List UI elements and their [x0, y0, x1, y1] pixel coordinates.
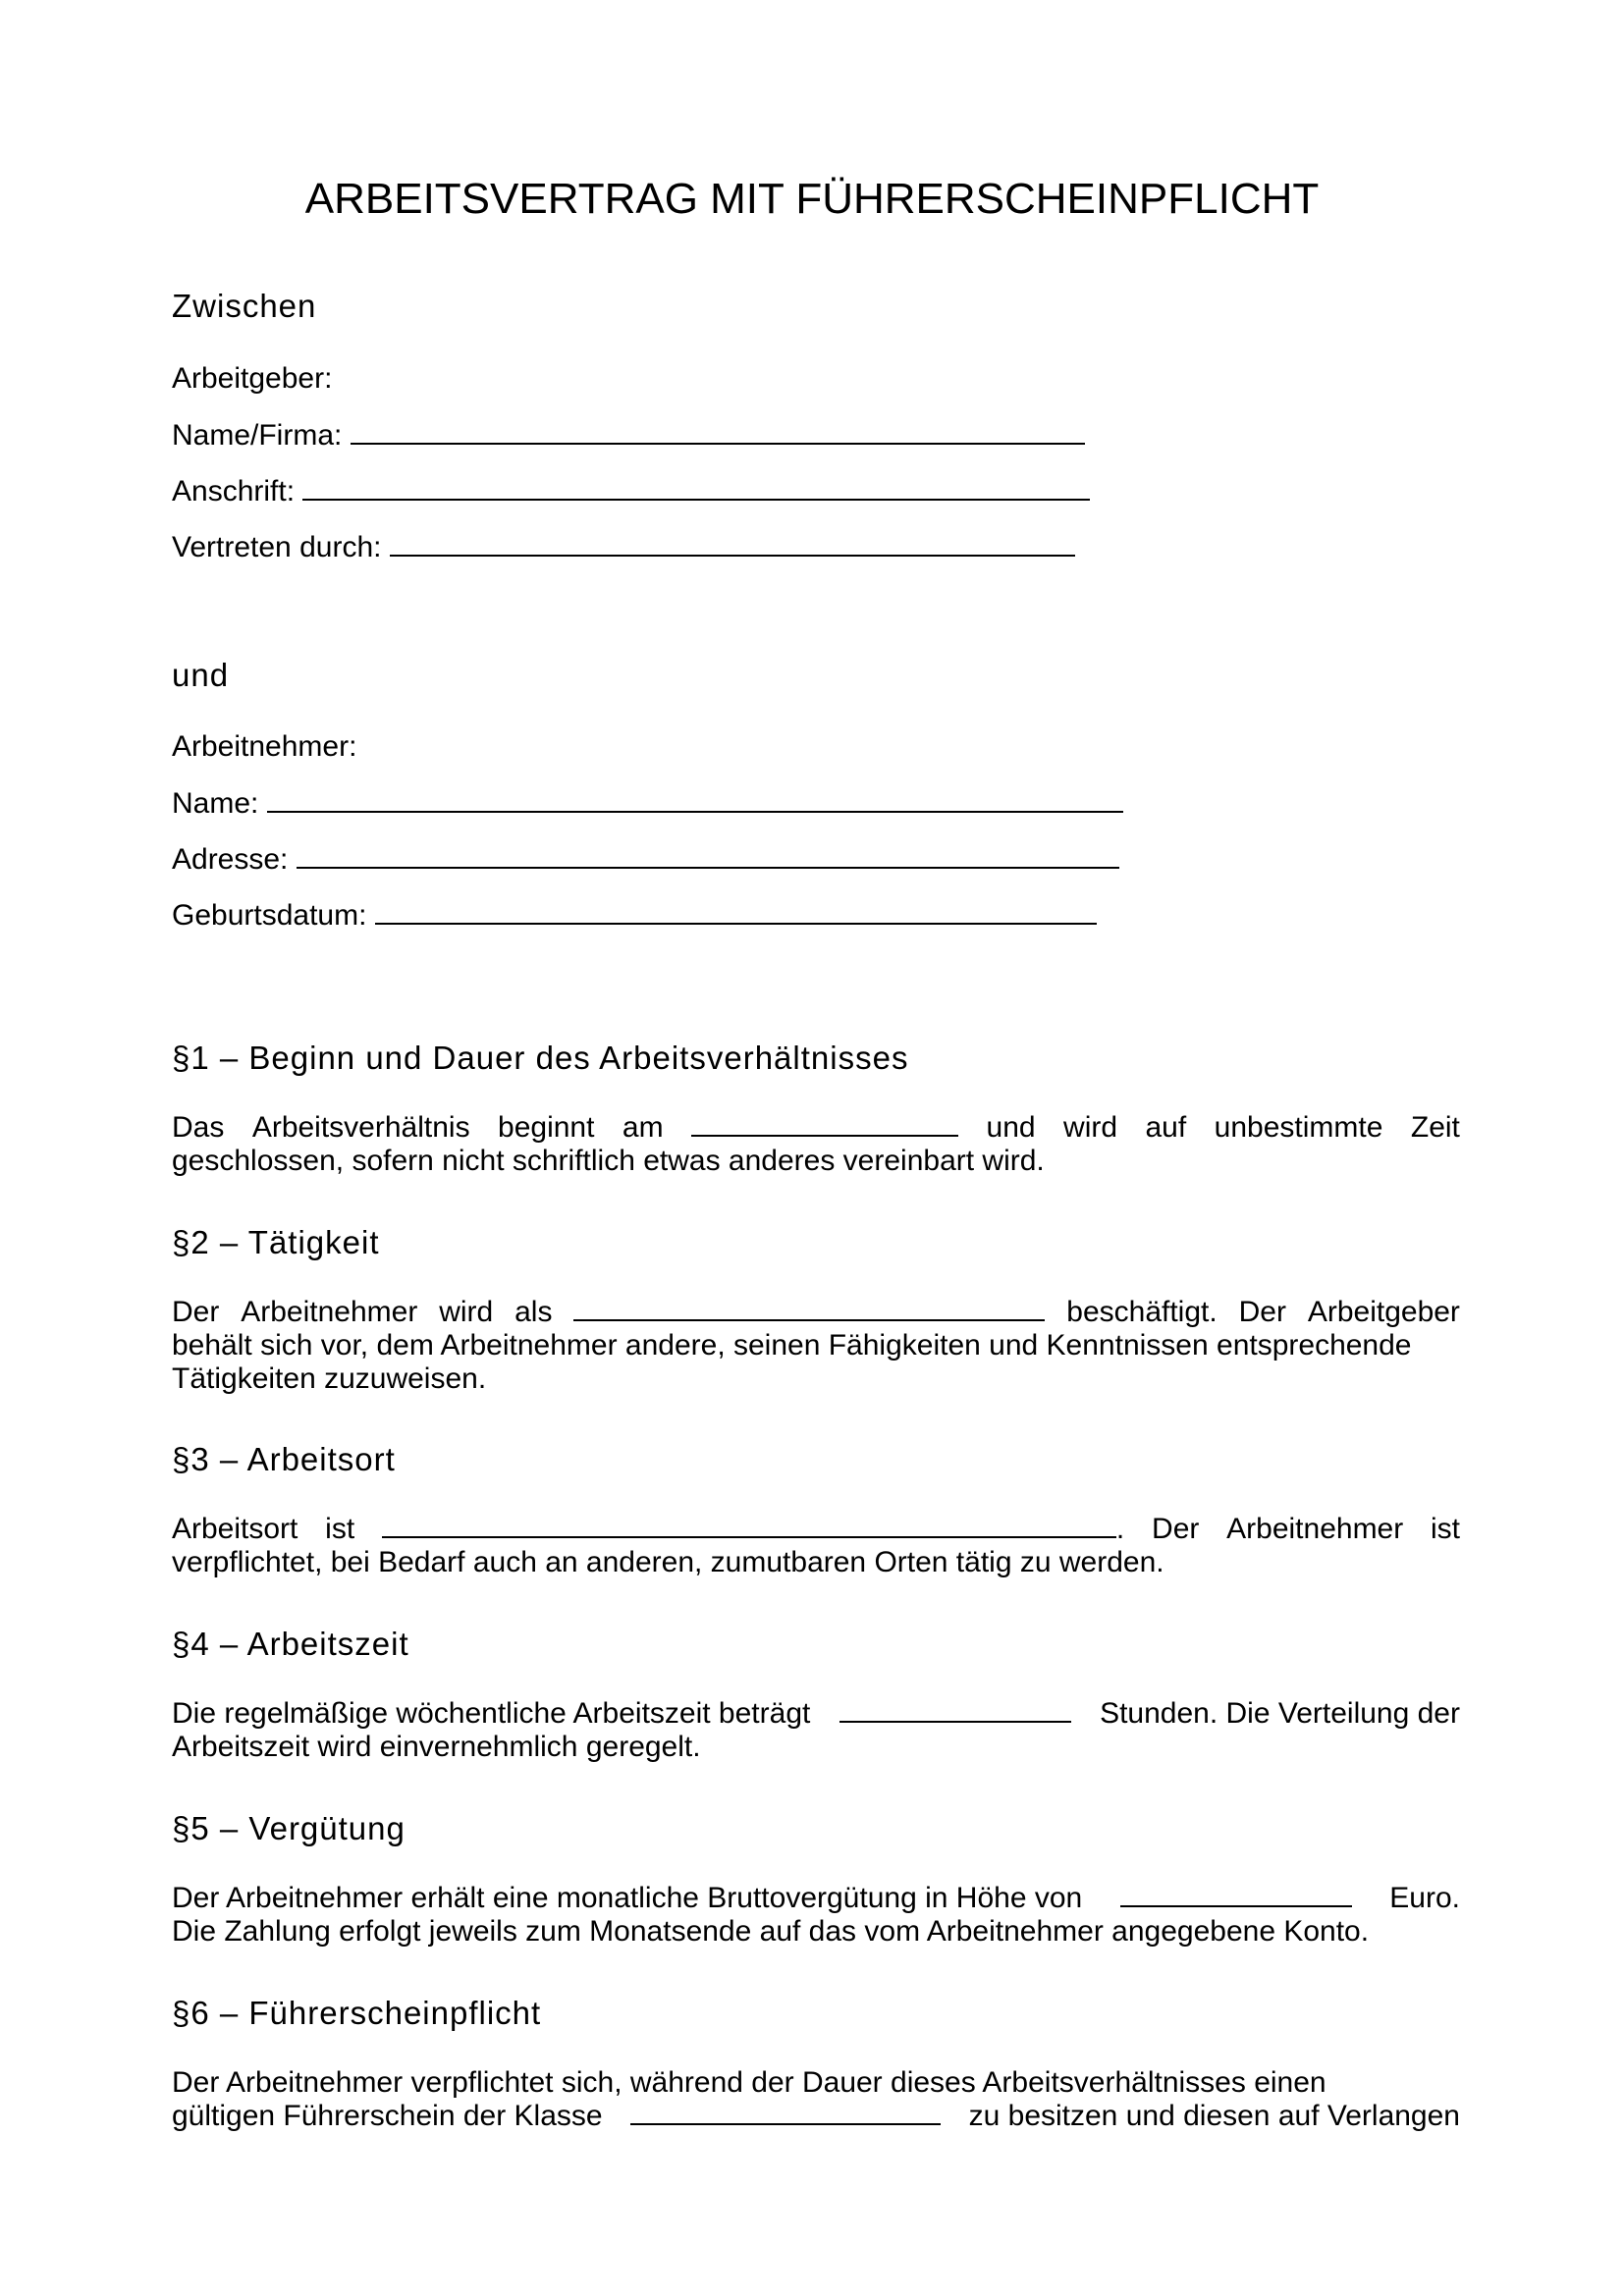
document-title: ARBEITSVERTRAG MIT FÜHRERSCHEINPFLICHT	[304, 175, 1320, 223]
section-4-text	[172, 1697, 1460, 1764]
section-4-line-1	[172, 1697, 1460, 1731]
word: beschäftigt.	[1066, 1296, 1218, 1328]
section-2-line-2	[172, 1329, 1460, 1362]
line-text: zu besitzen und diesen auf Verlangen	[968, 2100, 1460, 2132]
section-2-title: §2 – Tätigkeit	[172, 1224, 380, 1260]
section-2-line-3: Tätigkeiten zuzuweisen.	[172, 1362, 487, 1395]
section-3-title: §3 – Arbeitsort	[172, 1441, 396, 1477]
employee-name-label: Name:	[172, 787, 259, 820]
and-label: und	[172, 657, 230, 693]
section-5-text	[172, 1882, 1460, 1949]
employee-address-label: Adresse:	[172, 843, 289, 876]
section-5-title: §5 – Vergütung	[172, 1810, 406, 1846]
word: .	[1115, 1513, 1125, 1545]
workplace-field[interactable]	[382, 1513, 1116, 1538]
word: Arbeitgeber	[1307, 1296, 1460, 1328]
employee-birthdate-label: Geburtsdatum:	[172, 899, 367, 932]
word: unbestimmte	[1214, 1111, 1383, 1144]
start-date-field[interactable]	[691, 1111, 958, 1137]
employee-name-field[interactable]	[267, 785, 1123, 813]
word: wird	[439, 1296, 494, 1328]
line-text: Der Arbeitnehmer erhält eine monatliche Bruttovergütung in Höhe von	[172, 1882, 1083, 1914]
employer-represented-field[interactable]	[390, 529, 1075, 557]
section-1-title: §1 – Beginn und Dauer des Arbeitsverhältnisses	[172, 1040, 909, 1076]
section-5-line-2: Die Zahlung erfolgt jeweils zum Monatsende auf das vom Arbeitnehmer angegebene Konto.	[172, 1915, 1370, 1948]
line-text: Der Arbeitnehmer verpflichtet sich, während der Dauer dieses Arbeitsverhältnisses einen	[172, 2066, 1326, 2099]
word: Der	[172, 1296, 220, 1328]
line-text: Stunden. Die Verteilung der	[1100, 1697, 1460, 1730]
word: ist	[325, 1513, 355, 1545]
section-6-title: §6 – Führerscheinpflicht	[172, 1995, 542, 2031]
word: als	[514, 1296, 553, 1328]
word: Arbeitsverhältnis	[251, 1111, 470, 1144]
word: wird	[1063, 1111, 1118, 1144]
word: am	[622, 1111, 664, 1144]
section-4-title: §4 – Arbeitszeit	[172, 1626, 409, 1662]
section-6-line-2	[172, 2100, 1460, 2133]
section-1-line-2: geschlossen, sofern nicht schriftlich etwas anderes vereinbart wird.	[172, 1145, 1045, 1177]
employee-name-row	[172, 785, 1460, 822]
employee-birthdate-row	[172, 897, 1460, 934]
word: und	[986, 1111, 1036, 1144]
employer-represented-row	[172, 529, 1460, 565]
section-2-text	[172, 1296, 1460, 1396]
employee-heading: Arbeitnehmer:	[172, 730, 357, 763]
section-3-line-2: verpflichtet, bei Bedarf auch an anderen, zumutbaren Orten tätig zu werden.	[172, 1546, 1164, 1578]
word: Der	[1238, 1296, 1286, 1328]
word: Arbeitsort	[172, 1513, 298, 1545]
license-class-field[interactable]	[630, 2100, 941, 2125]
employee-address-row	[172, 841, 1460, 878]
section-3-line-1	[172, 1513, 1460, 1546]
section-4-line-2: Arbeitszeit wird einvernehmlich geregelt.	[172, 1731, 701, 1763]
employee-address-field[interactable]	[297, 841, 1119, 869]
employer-address-label: Anschrift:	[172, 475, 296, 507]
word: auf	[1145, 1111, 1187, 1144]
employer-represented-label: Vertreten durch:	[172, 531, 382, 563]
word: Arbeitnehmer	[1226, 1513, 1404, 1545]
word: Das	[172, 1111, 225, 1144]
line-text: behält sich vor, dem Arbeitnehmer andere, seinen Fähigkeiten und Kenntnissen entsprechende	[172, 1329, 1412, 1362]
weekly-hours-field[interactable]	[839, 1697, 1071, 1723]
word: Zeit	[1410, 1111, 1460, 1144]
section-1-line-1	[172, 1111, 1460, 1145]
line-text: gültigen Führerschein der Klasse	[172, 2100, 603, 2132]
section-5-line-1	[172, 1882, 1460, 1915]
between-label: Zwischen	[172, 288, 317, 324]
employer-name-label: Name/Firma:	[172, 419, 343, 452]
word: Arbeitnehmer	[241, 1296, 418, 1328]
job-title-field[interactable]	[573, 1296, 1045, 1321]
word: beginnt	[498, 1111, 595, 1144]
employer-address-field[interactable]	[302, 473, 1090, 501]
word: ist	[1431, 1513, 1460, 1545]
word: Der	[1152, 1513, 1200, 1545]
line-text: Die regelmäßige wöchentliche Arbeitszeit beträgt	[172, 1697, 811, 1730]
employee-birthdate-field[interactable]	[375, 897, 1097, 925]
section-3-text	[172, 1513, 1460, 1579]
employer-name-field[interactable]	[351, 417, 1085, 445]
employer-name-row	[172, 417, 1460, 454]
salary-field[interactable]	[1120, 1882, 1352, 1907]
line-text: Euro.	[1389, 1882, 1460, 1914]
section-1-text	[172, 1111, 1460, 1178]
section-2-line-1	[172, 1296, 1460, 1329]
section-6-text	[172, 2066, 1460, 2133]
employer-address-row	[172, 473, 1460, 509]
section-6-line-1	[172, 2066, 1460, 2100]
employer-heading: Arbeitgeber:	[172, 362, 333, 395]
